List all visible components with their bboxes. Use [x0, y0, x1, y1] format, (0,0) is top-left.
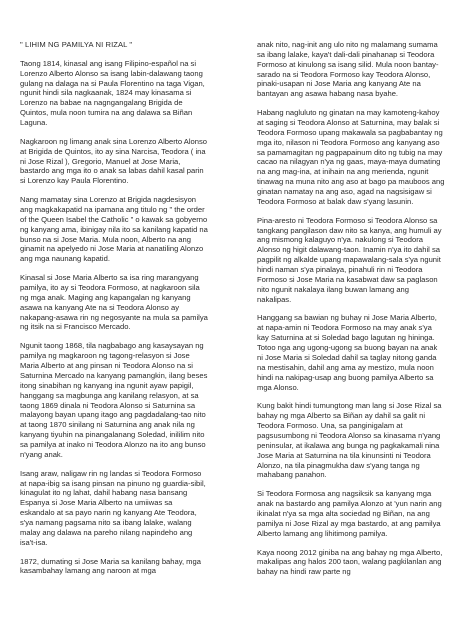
paragraph: 1872, dumating si Jose Maria sa kanilang bahay, mga kasambahay lamang ang naroon at mga — [20, 556, 201, 576]
left-column — [20, 40, 208, 620]
paragraph: Habang nagluluto ng ginatan na may kamoteng-kahoy at saging si Teodora Alonso at Saturnina, may balak si Teodora Formoso upang makawala sa pagbabantay ng mga ito, nilason ni Teodora Formoso ang kanyang aso sa pamamagitan ng pagpapainum dito ng tubig na may cacao na nilagyan n'ya ng gaas, maya-maya dumating na ang mag-ina, at inihain na ang merienda, ngunit tinawag na muna nito ang aso at bago pa mauboos ang ginatan namatay na ang aso, agad na nagsisigaw si Teodora Formoso at balak daw s'yang lasunin. — [257, 108, 445, 206]
paragraph: Hanggang sa bawian ng buhay ni Jose Maria Alberto, at napa-amin ni Teodora Formoso na may anak s'ya kay Saturnina at si Soledad bago lagutan ng hininga. Totoo nga ang ugong-ugong sa buong bayan na anak ni Jose Maria si Soledad dahil sa taglay nitong ganda na mestisahin, dahil ang ama ay mestizo, mula noon hindi na nakipag-usap ang buong pamilya Alberto sa mga Alonso. — [257, 313, 438, 392]
document-title: " LIHIM NG PAMILYA NI RIZAL " — [20, 40, 133, 49]
paragraph: Taong 1814, kinasal ang isang Filipino-español na si Lorenzo Alberto Alonso sa isang labin-dalawang taong gulang na dalaga na si Paula Florentino na taga Vigan, ngunit hindi sila nagkaanak, 1824 may kinasama si Lorenzo na babae na nagngangalang Brigida de Quintos, mula noon tumira na ang dalawa sa Biñan Laguna. — [20, 58, 205, 128]
right-column — [257, 40, 445, 620]
paragraph: anak nito, nag-init ang ulo nito ng malamang sumama sa ibang lalake, kaya't dali-dali pinahanap si Teodora Formoso at kinulong sa isang silid. Mula noon bantay-sarado na si Teodora Formoso kay Teodora Alonso, pinaki-usapan ni Jose Maria ang kanyang Ate na bantayan ang asawa habang nasa byahe. — [257, 40, 439, 99]
paragraph: Kung bakit hindi tumungtong man lang si Jose Rizal sa bahay ng mga Alberto sa Biñan ay dahil sa galit ni Teodora Formoso. Una, sa panginigalam at pagsusumbong ni Teodora Alonso sa kinasama n'yang peninsular, at ikalawa ang bunga ng pagkakamali nina Jose Maria at Saturnina na tila kinunsinti ni Teodora Alonzo, na tila pinagmukha daw s'yang tanga ng mahabang panahon. — [257, 401, 442, 480]
paragraph: Nang mamatay sina Lorenzo at Brigida nagdesisyon ang magkakapatid na ipamana ang titulo ng " the order of the Queen Isabel the Catholic " o kawak sa gobyerno ng kanyang ama, ibinigay nila ito sa kanilang kapatid na bunso na si Jose Maria. Mula noon, Alberto na ang ginamit na apelyedo ni Jose Maria at nanatiling Alonzo ang mga naunang kapatid. — [20, 195, 208, 264]
paragraph: Kinasal si Jose Maria Alberto sa isa ring marangyang pamilya, ito ay si Teodora Formoso, at nagkaroon sila ng mga anak. Maging ang kapangalan ng kanyang asawa na kanyang Ate na si Teodora Alonso ay nakapang-asawa rin ng negosyante na mula sa pamilya ng itsik na si Francisco Mercado. — [20, 273, 208, 332]
paragraph: Si Teodora Formosa ang nagsiksik sa kanyang mga anak na bastardo ang pamilya Alonzo at 'yun narin ang ikinalat n'ya sa mga alta sociedad ng Biñan, na ang pamilya ni Jose Rizal ay mga bastardo, at ang pamilya Alberto lamang ang lihitimong pamilya. — [257, 489, 442, 538]
paragraph: Pina-aresto ni Teodora Formoso si Teodora Alonso sa tangkang pangilason daw nito sa kanya, ang humuli ay ang mismong kalaguyo n'ya. nakulong si Teodora Alonso ng higit dalawang-taon. Inamin n'ya ito dahil sa pagpilit ng alkalde upang mapawalang-sala s'ya ngunit hindi naman s'ya pinalaya, pinahuli rin ni Teodora Formoso si Jose Maria na kasabwat daw sa paglason nito ngunit nakalaya ilang buwan lamang ang nakalipas. — [257, 215, 442, 304]
paragraph: Ngunit taong 1868, tila nagbabago ang kasaysayan ng pamilya ng magkaroon ng tagong-relasyon si Jose Maria Alberto at ang pinsan ni Teodora Alonso na si Saturnina Mercado na kanyang pamangkin, ilang beses itong sinabihan ng kanyang ina ngunit ayaw papigil, hanggang sa magbunga ang kanilang relasyon, at sa taong 1869 dinala ni Teodora Alonso si Saturnina sa malayong bayan upang itago ang pagdadalang-tao nito at taong 1870 sinilang ni Saturnina ang anak nila ng kanyang tiyuhin na pinangalanang Soledad, inililim nito sa pamilya at inako ni Teodora Alonzo na ito ang bunso n'yang anak. — [20, 341, 208, 459]
paragraph: Nagkaroon ng limang anak sina Lorenzo Alberto Alonso at Brigida de Quintos, ito ay sina Narcisa, Teodora ( ina ni Jose Rizal ), Gregorio, Manuel at Jose Maria, bastardo ang mga ito o anak sa labas dahil kasal parin si Lorenzo kay Paula Florentino. — [20, 136, 208, 186]
paragraph: Kaya noong 2012 giniba na ang bahay ng mga Alberto, makalipas ang halos 200 taon, walang pagkilanlan ang bahay na hindi raw parte ng — [257, 547, 443, 577]
paragraph: Isang araw, naligaw rin ng landas si Teodora Formoso at napa-ibig sa isang pinsan na pinuno ng guardia-sibil, kinagulat ito ng lahat, dahil habang nasa bansang Espanya si Jose Maria Alberto na umiiwas sa eskandalo at sa payo narin ng kanyang Ate Teodora, s'ya namang pagsama nito sa ibang lalake, walang malay ang dalawa na pareho nilang napindeho ang isa't-isa. — [20, 468, 206, 547]
